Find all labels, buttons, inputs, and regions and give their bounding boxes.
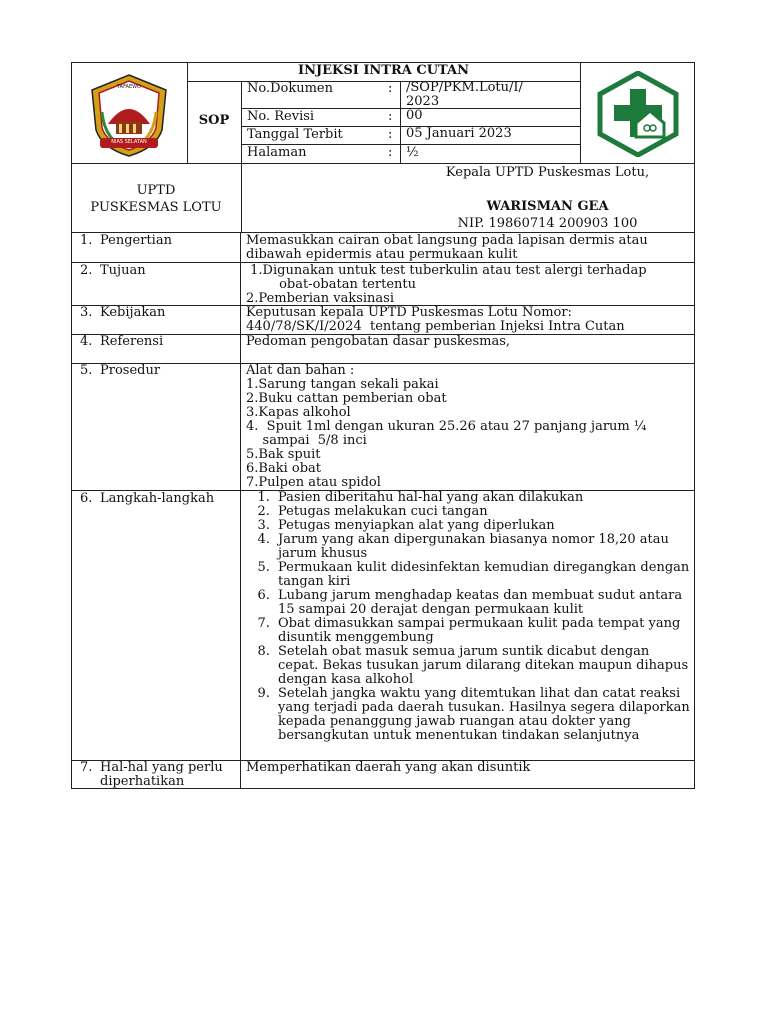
row-content-reference: Pedoman pengobatan dasar puskesmas,: [246, 334, 511, 349]
signatory-name: WARISMAN GEA: [486, 199, 609, 214]
document-title: INJEKSI INTRA CUTAN: [298, 63, 469, 78]
row-number: 4.: [80, 334, 93, 349]
row-number: 6.: [80, 491, 93, 506]
meta-value-issue-date: 05 Januari 2023: [406, 126, 512, 141]
row-number: 5.: [80, 363, 93, 378]
row-label-notes: Hal-hal yang perlu diperhatikan: [100, 760, 223, 789]
meta-value-document-number: /SOP/PKM.Lotu/I/ 2023: [406, 80, 523, 109]
step-item: 1. Pasien diberitahu hal-hal yang akan dilakukan: [274, 491, 692, 505]
row-content-definition: Memasukkan cairan obat langsung pada lapisan dermis atau dibawah epidermis atau permukaan kulit: [246, 233, 648, 262]
row-label-steps: Langkah-langkah: [100, 491, 215, 506]
row-content-policy: Keputusan kepala UPTD Puskesmas Lotu Nomor: 440/78/SK/I/2024 tentang pemberian Injeksi Intra Cutan: [246, 305, 625, 334]
meta-label-revision: No. Revisi: [247, 109, 315, 124]
step-item: 3. Petugas menyiapkan alat yang diperlukan: [274, 519, 692, 533]
row-label-procedure: Prosedur: [100, 363, 161, 378]
row-number: 3.: [80, 305, 93, 320]
meta-colon: :: [388, 145, 393, 160]
row-content-purpose: 1.Digunakan untuk test tuberkulin atau test alergi terhadap obat-obatan tertentu 2.Pemberian vaksinasi: [246, 263, 647, 306]
meta-colon: :: [388, 109, 393, 124]
meta-colon: :: [388, 81, 393, 96]
steps-list: [242, 491, 692, 743]
sop-label: SOP: [198, 113, 230, 128]
meta-label-document-number: No.Dokumen: [247, 81, 333, 96]
step-item: 9. Setelah jangka waktu yang ditemtukan lihat dan catat reaksi yang terjadi pada daerah tusukan. Hasilnya segera dilaporkan kepada penanggung jawab ruangan atau dokter yang bersangkutan untuk menentukan tindakan selanjutnya: [274, 687, 692, 743]
row-label-policy: Kebijakan: [100, 305, 166, 320]
meta-value-revision: 00: [406, 108, 423, 123]
regency-emblem-logo: [86, 72, 172, 158]
step-item: 5. Permukaan kulit didesinfektan kemudian diregangkan dengan tangan kiri: [274, 561, 692, 589]
row-label-definition: Pengertian: [100, 233, 172, 248]
row-content-notes: Memperhatikan daerah yang akan disuntik: [246, 760, 531, 775]
step-item: 6. Lubang jarum menghadap keatas dan membuat sudut antara 15 sampai 20 derajat dengan permukaan kulit: [274, 589, 692, 617]
row-label-reference: Referensi: [100, 334, 164, 349]
logo-motto: TAFAEWO: [117, 84, 141, 90]
row-label-purpose: Tujuan: [100, 263, 146, 278]
step-item: 4. Jarum yang akan dipergunakan biasanya nomor 18,20 atau jarum khusus: [274, 533, 692, 561]
puskesmas-logo: [596, 71, 680, 157]
meta-label-page: Halaman: [247, 145, 307, 160]
organization-name: UPTD PUSKESMAS LOTU: [90, 183, 222, 215]
logo-banner-text: NIAS SELATAN: [111, 139, 147, 145]
row-number: 2.: [80, 263, 93, 278]
row-content-procedure: Alat dan bahan : 1.Sarung tangan sekali pakai 2.Buku cattan pemberian obat 3.Kapas alkohol 4. Spuit 1ml dengan ukuran 25.26 atau 27 panjang jarum ¼ sampai 5/8 inci 5.Bak spuit 6.Baki obat 7.Pulpen atau spidol: [246, 363, 647, 490]
signatory-title: Kepala UPTD Puskesmas Lotu,: [445, 165, 650, 180]
meta-value-page: ½: [406, 145, 419, 160]
signatory-nip: NIP. 19860714 200903 100: [457, 216, 638, 231]
meta-colon: :: [388, 127, 393, 142]
meta-label-issue-date: Tanggal Terbit: [247, 127, 343, 142]
row-number: 7.: [80, 760, 93, 775]
row-number: 1.: [80, 233, 93, 248]
step-item: 7. Obat dimasukkan sampai permukaan kulit pada tempat yang disuntik menggembung: [274, 617, 692, 645]
step-item: 2. Petugas melakukan cuci tangan: [274, 505, 692, 519]
step-item: 8. Setelah obat masuk semua jarum suntik dicabut dengan cepat. Bekas tusukan jarum dilarang ditekan maupun dihapus dengan kasa alkohol: [274, 645, 692, 687]
